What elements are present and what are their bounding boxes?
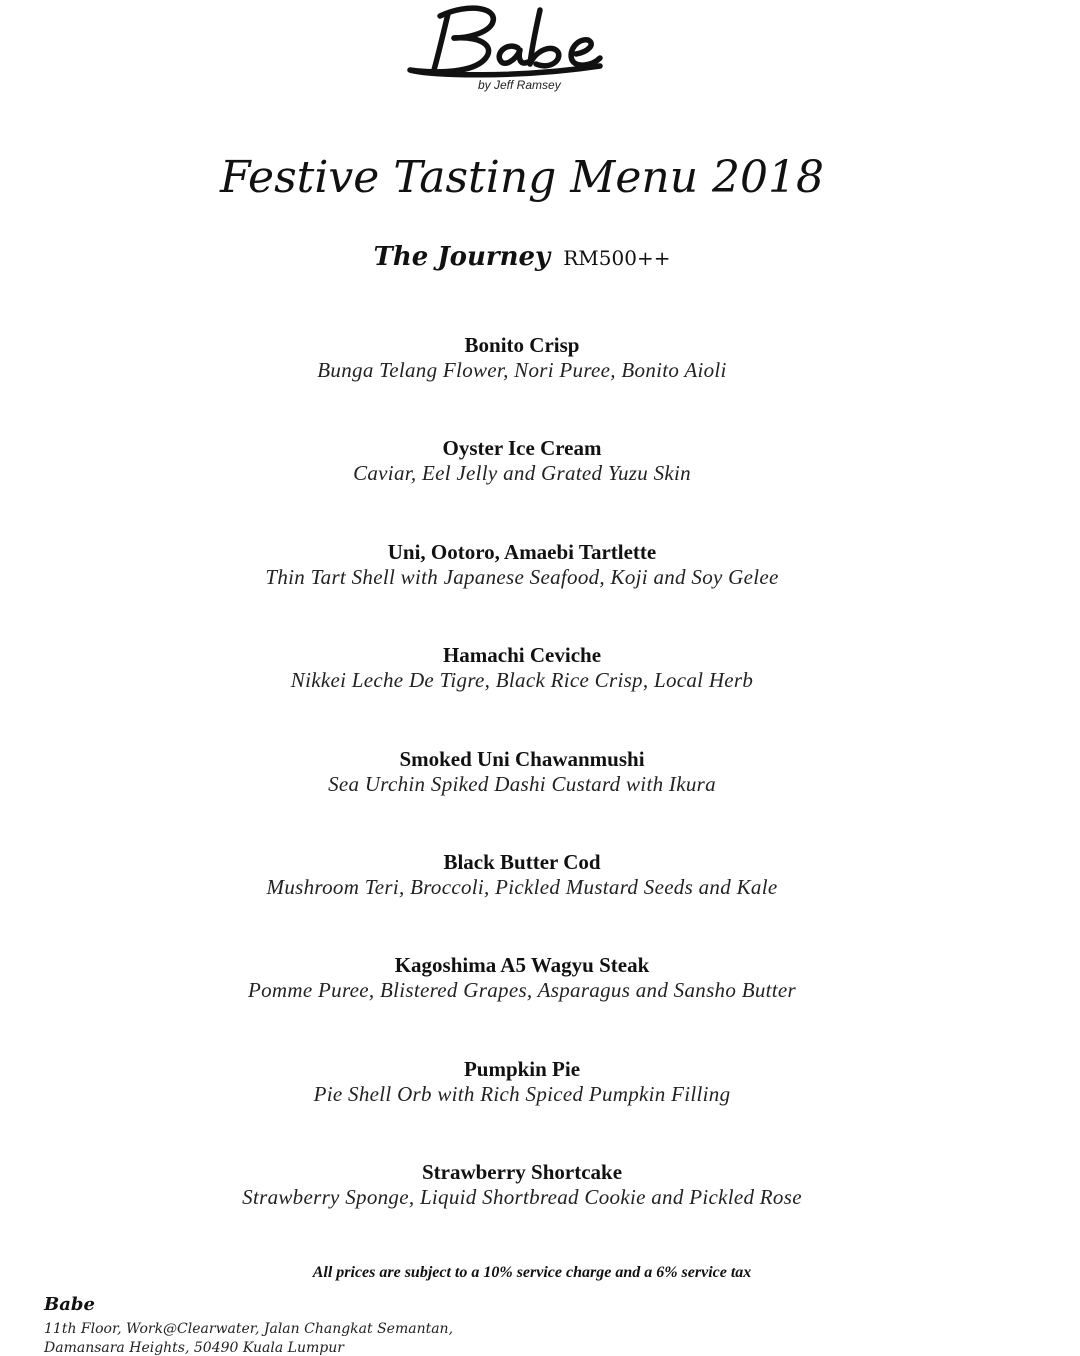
course-description: Mushroom Teri, Broccoli, Pickled Mustard Seeds and Kale xyxy=(266,875,778,899)
course-description: Pomme Puree, Blistered Grapes, Asparagus and Sansho Butter xyxy=(248,978,796,1002)
course-name: Hamachi Ceviche xyxy=(442,643,602,667)
logo-byline: by Jeff Ramsey xyxy=(478,78,561,92)
footer-address-line-1: 11th Floor, Work@Clearwater, Jalan Changkat Semantan, xyxy=(44,1321,454,1337)
course-name: Strawberry Shortcake xyxy=(421,1160,623,1184)
footer-address-line-2: Damansara Heights, 50490 Kuala Lumpur xyxy=(44,1340,344,1356)
course-item xyxy=(0,643,1044,693)
course-item xyxy=(0,1057,1044,1107)
course-description: Pie Shell Orb with Rich Spiced Pumpkin Filling xyxy=(313,1082,731,1106)
journey-heading xyxy=(0,242,1044,272)
journey-price: RM500++ xyxy=(563,246,671,270)
course-description: Bunga Telang Flower, Nori Puree, Bonito Aioli xyxy=(317,358,727,382)
course-description: Nikkei Leche De Tigre, Black Rice Crisp, Local Herb xyxy=(290,668,754,692)
course-name: Pumpkin Pie xyxy=(463,1057,581,1081)
course-item xyxy=(0,1160,1044,1210)
course-item xyxy=(0,436,1044,486)
course-name: Black Butter Cod xyxy=(443,850,601,874)
course-description: Strawberry Sponge, Liquid Shortbread Cookie and Pickled Rose xyxy=(242,1185,802,1209)
course-description: Thin Tart Shell with Japanese Seafood, Koji and Soy Gelee xyxy=(265,565,779,589)
course-name: Kagoshima A5 Wagyu Steak xyxy=(394,953,650,977)
course-description: Caviar, Eel Jelly and Grated Yuzu Skin xyxy=(353,461,691,485)
footer-restaurant-name: Babe xyxy=(44,1294,95,1315)
course-item xyxy=(0,850,1044,900)
course-item xyxy=(0,747,1044,797)
course-item xyxy=(0,953,1044,1003)
course-item xyxy=(0,540,1044,590)
course-description: Sea Urchin Spiked Dashi Custard with Ikura xyxy=(328,772,716,796)
course-item xyxy=(0,333,1044,383)
service-charge-note: All prices are subject to a 10% service charge and a 6% service tax xyxy=(312,1264,752,1281)
journey-name: The Journey xyxy=(373,242,551,272)
menu-title: Festive Tasting Menu 2018 xyxy=(219,152,825,203)
course-name: Bonito Crisp xyxy=(464,333,580,357)
course-name: Oyster Ice Cream xyxy=(442,436,602,460)
course-name: Smoked Uni Chawanmushi xyxy=(399,747,645,771)
course-name: Uni, Ootoro, Amaebi Tartlette xyxy=(387,540,657,564)
